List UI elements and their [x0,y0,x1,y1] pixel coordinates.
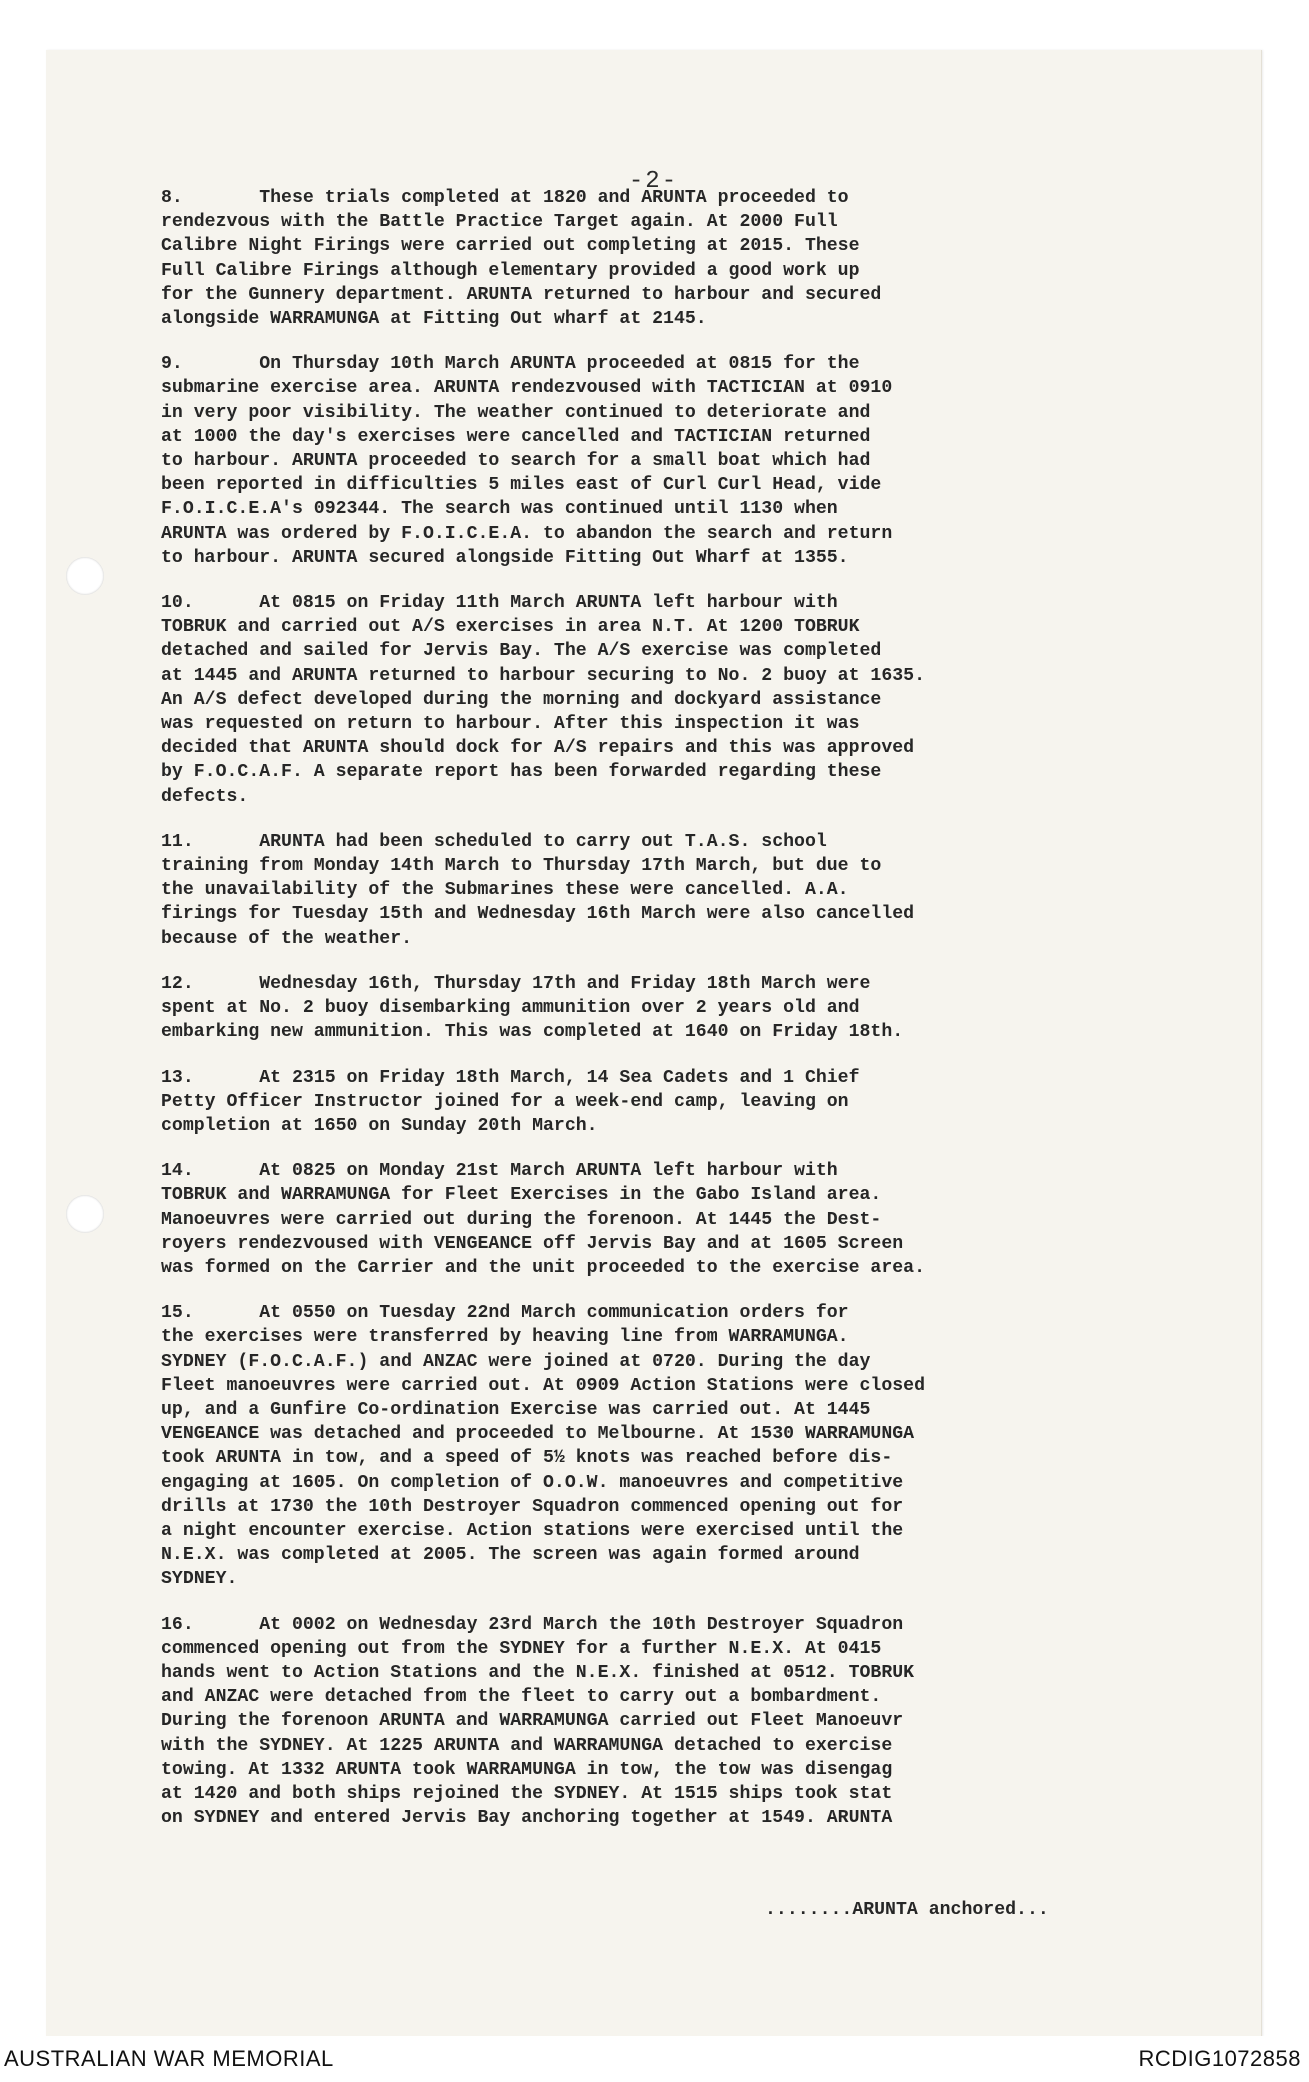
paragraph-line: F.O.I.C.E.A's 092344. The search was continued until 1130 when [161,499,838,520]
paragraph-line: decided that ARUNTA should dock for A/S repairs and this was approved [161,738,915,759]
paragraph-line: TOBRUK and WARRAMUNGA for Fleet Exercises in the Gabo Island area. [161,1185,882,1206]
paragraph-line: rendezvous with the Battle Practice Target again. At 2000 Full [161,212,838,233]
paragraph-9 [161,352,1171,570]
paragraph-line: During the forenoon ARUNTA and WARRAMUNGA carried out Fleet Manoeuvr [161,1711,904,1732]
paragraph-line: the unavailability of the Submarines these were cancelled. A.A. [161,880,849,901]
paragraph-line: hands went to Action Stations and the N.E.X. finished at 0512. TOBRUK [161,1662,915,1683]
paragraph-line: spent at No. 2 buoy disembarking ammunition over 2 years old and [161,998,860,1019]
archive-reference: RCDIG1072858 [1138,2046,1301,2071]
paragraph-line: was formed on the Carrier and the unit proceeded to the exercise area. [161,1257,925,1278]
paragraph-line: training from Monday 14th March to Thursday 17th March, but due to [161,856,882,877]
paragraph-line: at 1445 and ARUNTA returned to harbour securing to No. 2 buoy at 1635. [161,665,925,686]
paragraph-line: 8. These trials completed at 1820 and ARUNTA proceeded to [161,188,849,208]
paragraph-13 [161,1066,1171,1139]
paragraph-line: 16. At 0002 on Wednesday 23rd March the 10th Destroyer Squadron [161,1614,904,1635]
paragraph-line: commenced opening out from the SYDNEY for a further N.E.X. At 0415 [161,1638,882,1659]
paragraph-line: firings for Tuesday 15th and Wednesday 16th March were also cancelled [161,904,915,925]
paragraph-line: with the SYDNEY. At 1225 ARUNTA and WARRAMUNGA detached to exercise [161,1735,893,1756]
paragraph-line: defects. [161,786,249,807]
paragraph-line: Full Calibre Firings although elementary provided a good work up [161,260,860,281]
paragraph-line: and ANZAC were detached from the fleet to carry out a bombardment. [161,1687,882,1708]
paragraph-line: took ARUNTA in tow, and a speed of 5½ knots was reached before dis- [161,1448,893,1469]
paragraph-line: submarine exercise area. ARUNTA rendezvoused with TACTICIAN at 0910 [161,378,893,399]
paragraph-line: on SYDNEY and entered Jervis Bay anchoring together at 1549. ARUNTA [161,1808,893,1829]
paragraph-line: VENGEANCE was detached and proceeded to Melbourne. At 1530 WARRAMUNGA [161,1424,915,1445]
paragraph-line: royers rendezvoused with VENGEANCE off Jervis Bay and at 1605 Screen [161,1233,904,1254]
paragraph-line: Petty Officer Instructor joined for a week-end camp, leaving on [161,1091,849,1112]
paragraph-line: alongside WARRAMUNGA at Fitting Out wharf at 2145. [161,309,707,330]
paragraph-line: for the Gunnery department. ARUNTA returned to harbour and secured [161,284,882,305]
paragraph-line: because of the weather. [161,928,413,949]
paragraph-line: ARUNTA was ordered by F.O.I.C.E.A. to abandon the search and return [161,523,893,544]
paragraph-line: been reported in difficulties 5 miles east of Curl Curl Head, vide [161,475,882,496]
paragraph-line: to harbour. ARUNTA secured alongside Fitting Out Wharf at 1355. [161,547,849,568]
paragraph-line: embarking new ammunition. This was completed at 1640 on Friday 18th. [161,1022,904,1043]
paragraph-line: completion at 1650 on Sunday 20th March. [161,1115,598,1136]
paragraph-line: to harbour. ARUNTA proceeded to search for a small boat which had [161,451,871,472]
paragraph-8 [161,186,1171,331]
paragraph-15 [161,1301,1171,1591]
paragraph-16 [161,1613,1171,1831]
paragraph-line: in very poor visibility. The weather continued to deteriorate and [161,402,871,423]
paragraph-line: 14. At 0825 on Monday 21st March ARUNTA left harbour with [161,1161,838,1182]
paragraph-line: 10. At 0815 on Friday 11th March ARUNTA left harbour with [161,593,838,614]
paragraph-line: 11. ARUNTA had been scheduled to carry out T.A.S. school [161,831,827,852]
paragraph-12 [161,972,1171,1045]
paragraph-line: Fleet manoeuvres were carried out. At 0909 Action Stations were closed [161,1375,925,1396]
paragraph-line: 15. At 0550 on Tuesday 22nd March communication orders for [161,1303,849,1324]
paragraph-line: Calibre Night Firings were carried out completing at 2015. These [161,236,860,257]
punch-hole-bottom [66,1195,104,1233]
paragraph-line: a night encounter exercise. Action stations were exercised until the [161,1520,904,1541]
paragraph-line: TOBRUK and carried out A/S exercises in area N.T. At 1200 TOBRUK [161,617,860,638]
paragraph-line: by F.O.C.A.F. A separate report has been forwarded regarding these [161,762,882,783]
paragraph-line: An A/S defect developed during the morning and dockyard assistance [161,689,882,710]
paragraph-line: SYDNEY (F.O.C.A.F.) and ANZAC were joined at 0720. During the day [161,1351,871,1372]
paragraph-line: N.E.X. was completed at 2005. The screen was again formed around [161,1545,860,1566]
paragraph-line: engaging at 1605. On completion of O.O.W. manoeuvres and competitive [161,1472,904,1493]
paragraph-line: the exercises were transferred by heaving line from WARRAMUNGA. [161,1327,849,1348]
paragraph-line: SYDNEY. [161,1569,238,1590]
paragraph-line: 9. On Thursday 10th March ARUNTA proceeded at 0815 for the [161,354,860,375]
paragraph-line: drills at 1730 the 10th Destroyer Squadron commenced opening out for [161,1496,904,1517]
paragraph-line: at 1000 the day's exercises were cancelled and TACTICIAN returned [161,426,871,447]
paragraph-11 [161,830,1171,951]
paragraph-line: detached and sailed for Jervis Bay. The A/S exercise was completed [161,641,882,662]
paragraph-line: towing. At 1332 ARUNTA took WARRAMUNGA in tow, the tow was disengag [161,1759,893,1780]
paragraph-line: at 1420 and both ships rejoined the SYDNEY. At 1515 ships took stat [161,1783,893,1804]
paragraph-line: up, and a Gunfire Co-ordination Exercise was carried out. At 1445 [161,1399,871,1420]
paragraph-line: Manoeuvres were carried out during the forenoon. At 1445 the Dest- [161,1209,882,1230]
catchword: ........ARUNTA anchored... [765,1900,1049,1920]
page-number: -2- [628,168,679,195]
paragraph-14 [161,1159,1171,1280]
document-body [161,186,1171,1851]
paragraph-line: 13. At 2315 on Friday 18th March, 14 Sea Cadets and 1 Chief [161,1067,860,1088]
paragraph-line: was requested on return to harbour. After this inspection it was [161,714,860,735]
paragraph-10 [161,591,1171,809]
archive-footer [0,2036,1309,2082]
punch-hole-top [66,557,104,595]
archive-name: AUSTRALIAN WAR MEMORIAL [4,2046,334,2071]
paragraph-line: 12. Wednesday 16th, Thursday 17th and Friday 18th March were [161,973,871,994]
